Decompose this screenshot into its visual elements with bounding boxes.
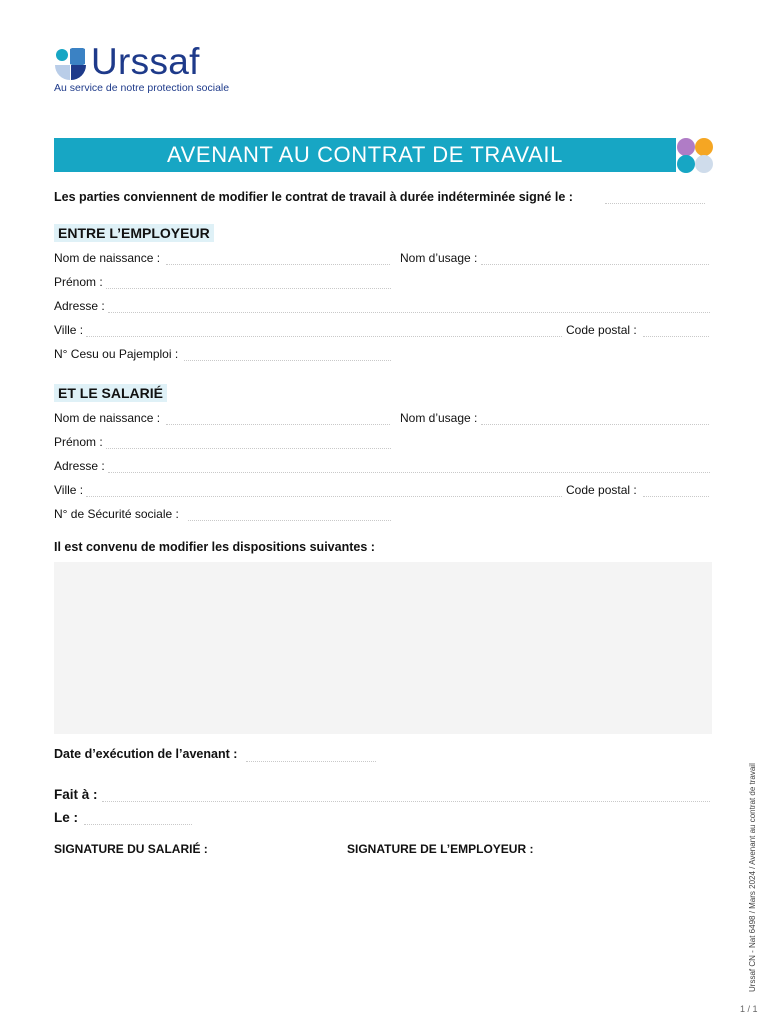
intro-text: Les parties conviennent de modifier le contrat de travail à durée indéterminée signé le : [54,190,573,204]
employer-address-field[interactable] [108,312,710,313]
employer-usage-name-label: Nom d’usage : [400,251,478,265]
urssaf-logo-mark-icon [54,48,88,82]
employee-postal-code-label: Code postal : [566,483,637,497]
employer-city-field[interactable] [86,336,562,337]
contract-date-field[interactable] [605,203,705,204]
fait-a-label: Fait à : [54,787,98,802]
fait-a-field[interactable] [102,801,710,802]
employee-signature-area[interactable] [54,862,334,972]
decor-dot-purple [677,138,695,156]
employee-social-security-field[interactable] [188,520,391,521]
employer-cesu-field[interactable] [184,360,391,361]
modifications-textarea[interactable] [54,562,712,734]
modifications-label: Il est convenu de modifier les dispositions suivantes : [54,540,375,554]
employer-postal-code-label: Code postal : [566,323,637,337]
employer-postal-code-field[interactable] [643,336,709,337]
employee-heading: ET LE SALARIÉ [54,384,167,402]
decor-dot-teal [677,155,695,173]
document-title: AVENANT AU CONTRAT DE TRAVAIL [167,142,563,167]
employer-signature-area[interactable] [347,862,707,972]
employer-firstname-field[interactable] [106,288,391,289]
employee-birth-name-field[interactable] [166,424,390,425]
title-banner [54,138,676,172]
employer-usage-name-field[interactable] [481,264,709,265]
execution-date-field[interactable] [246,761,376,762]
employee-postal-code-field[interactable] [643,496,709,497]
decor-dot-orange [695,138,713,156]
employer-cesu-label: N° Cesu ou Pajemploi : [54,347,179,361]
employee-address-field[interactable] [108,472,710,473]
execution-date-label: Date d’exécution de l’avenant : [54,747,238,761]
employee-usage-name-field[interactable] [481,424,709,425]
employer-address-label: Adresse : [54,299,105,313]
employee-city-field[interactable] [86,496,562,497]
employer-birth-name-field[interactable] [166,264,390,265]
employee-usage-name-label: Nom d’usage : [400,411,478,425]
le-field[interactable] [84,824,192,825]
urssaf-logo [54,41,244,96]
employer-signature-label: SIGNATURE DE L’EMPLOYEUR : [347,842,534,856]
le-label: Le : [54,810,79,825]
employee-city-label: Ville : [54,483,84,497]
employee-birth-name-label: Nom de naissance : [54,411,161,425]
urssaf-tagline: Au service de notre protection sociale [54,82,230,94]
decor-dot-lightblue [695,155,713,173]
urssaf-wordmark: Urssaf [91,41,200,82]
document-reference: Urssaf CN - Nat 6498 / Mars 2024 / Avenant au contrat de travail [748,763,757,992]
employee-address-label: Adresse : [54,459,105,473]
employer-heading: ENTRE L’EMPLOYEUR [54,224,214,242]
page-number: 1 / 1 [740,1004,758,1014]
employee-social-security-label: N° de Sécurité sociale : [54,507,179,521]
employee-firstname-label: Prénom : [54,435,103,449]
employer-city-label: Ville : [54,323,84,337]
employer-birth-name-label: Nom de naissance : [54,251,161,265]
employee-signature-label: SIGNATURE DU SALARIÉ : [54,842,208,856]
employee-firstname-field[interactable] [106,448,391,449]
employer-firstname-label: Prénom : [54,275,103,289]
